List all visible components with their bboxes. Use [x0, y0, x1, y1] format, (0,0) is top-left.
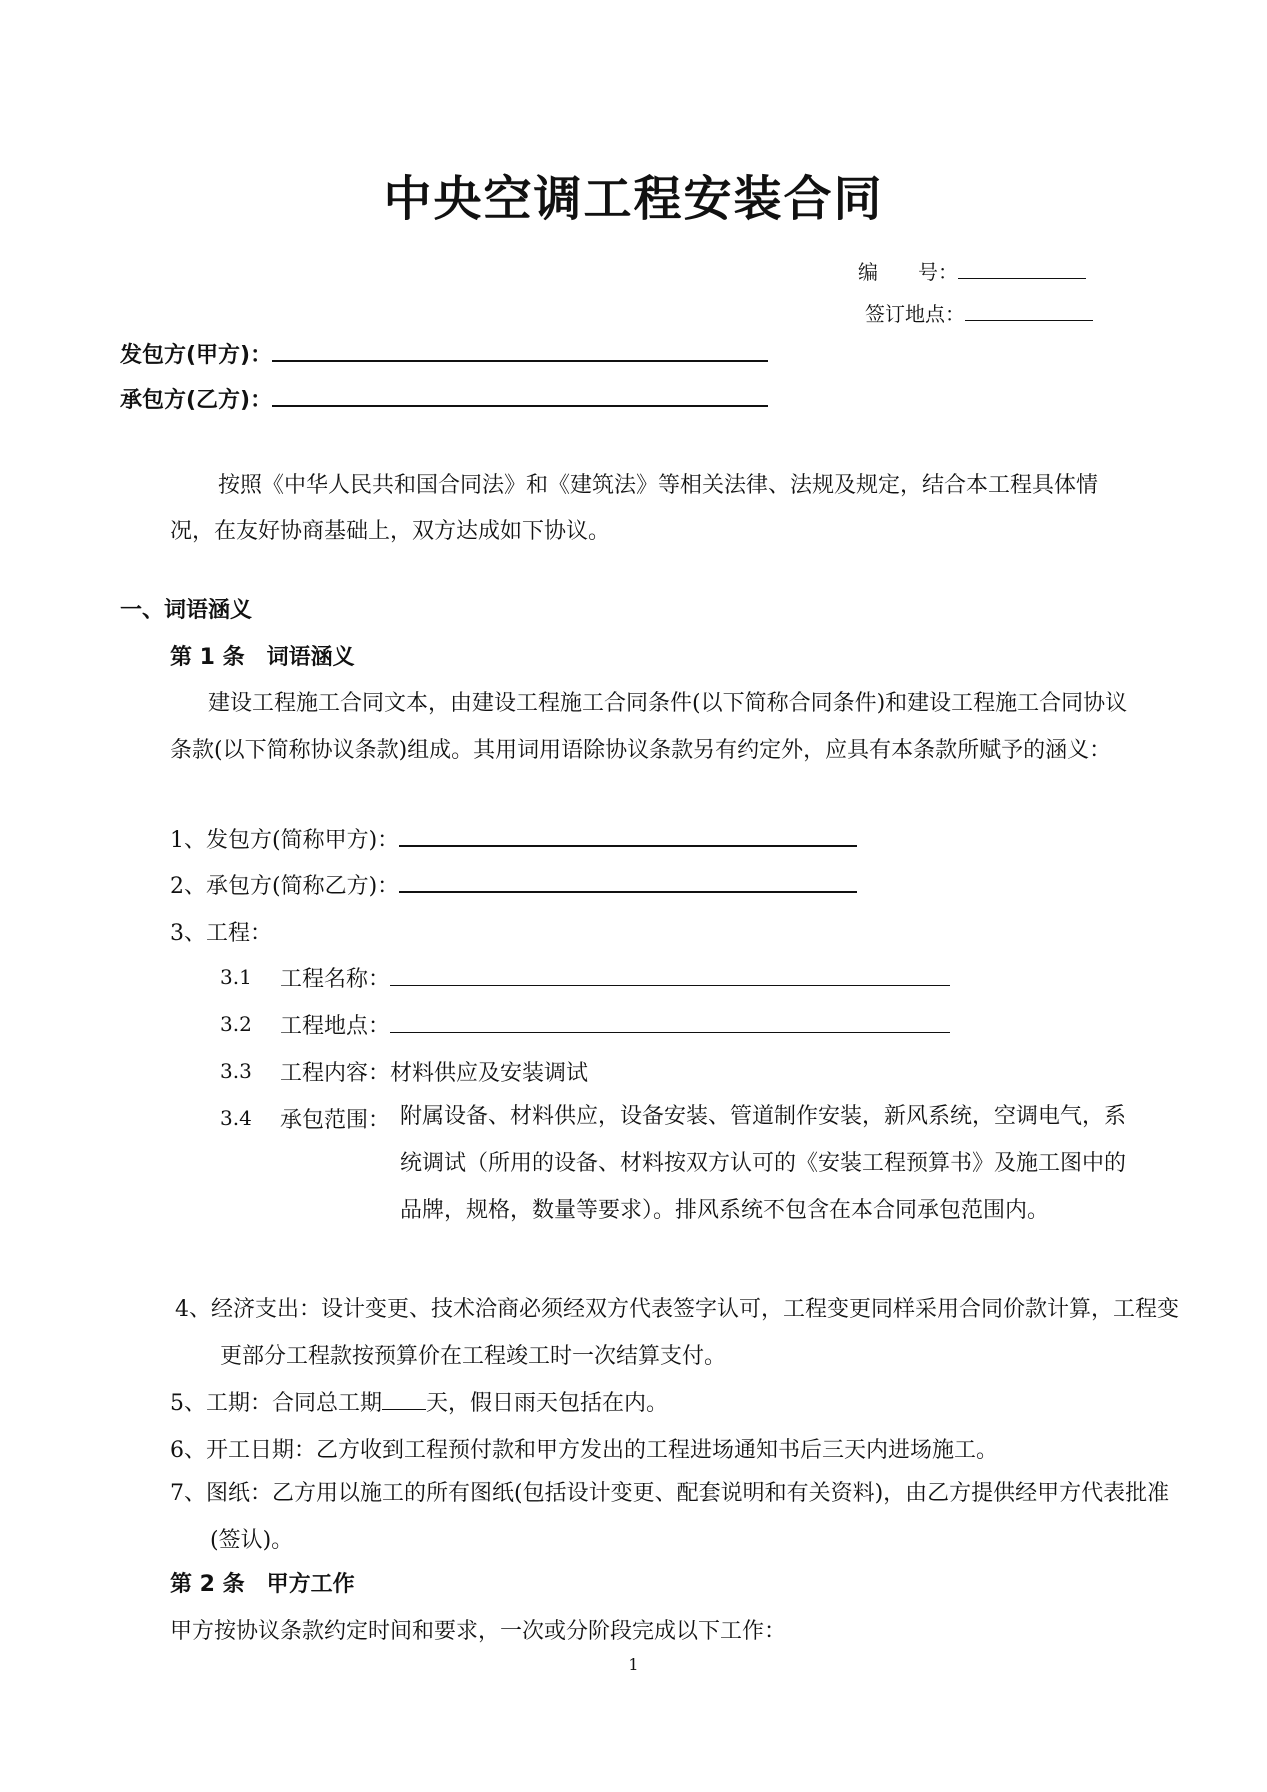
party-b-field	[120, 383, 768, 414]
definition-party-b-blank	[399, 890, 857, 893]
definition-party-a-blank	[399, 844, 857, 847]
contract-scope-label: 承包范围：	[280, 1108, 391, 1133]
project-location-field	[280, 1009, 950, 1040]
contract-number-field	[858, 256, 1086, 285]
article-2-intro: 甲方按协议条款约定时间和要求，一次或分阶段完成以下工作：	[170, 1619, 787, 1644]
definition-project: 3、工程：	[170, 921, 272, 946]
definition-duration	[170, 1386, 668, 1417]
project-name-blank	[390, 984, 950, 986]
definition-drawings: 7、图纸：乙方用以施工的所有图纸(包括设计变更、配套说明和有关资料)，由乙方提供经甲方代表批准(签认)。	[170, 1481, 1170, 1553]
document-title: 中央空调工程安装合同	[383, 171, 884, 227]
contract-number-label: 编 号：	[858, 260, 958, 284]
article-2-heading: 第 2 条 甲方工作	[170, 1572, 355, 1597]
signing-place-blank	[965, 319, 1093, 321]
article-1-heading: 第 1 条 词语涵义	[170, 645, 355, 670]
party-b-blank	[272, 404, 768, 407]
project-name-label: 工程名称：	[280, 967, 391, 992]
duration-text-b: 天，假日雨天包括在内。	[426, 1391, 669, 1416]
contract-scope-text: 附属设备、材料供应，设备安装、管道制作安装，新风系统，空调电气，系统调试（所用的设备、材料按双方认可的《安装工程预算书》及施工图中的品牌，规格，数量等要求）。排风系统不包含在本合同承包范围内。	[400, 1104, 1127, 1223]
section-heading: 一、词语涵义	[120, 598, 253, 623]
party-a-blank	[272, 359, 768, 362]
party-a-field	[120, 338, 768, 369]
project-location-label: 工程地点：	[280, 1014, 391, 1039]
duration-text-a: 5、工期：合同总工期	[170, 1391, 382, 1416]
project-content: 工程内容：材料供应及安装调试	[280, 1061, 589, 1086]
sub-item-3-1-number: 3.1	[220, 965, 252, 989]
signing-place-field	[865, 298, 1093, 327]
signing-place-label: 签订地点：	[865, 302, 965, 326]
definition-expenditure: 4、经济支出：设计变更、技术洽商必须经双方代表签字认可，工程变更同样采用合同价款计算，工程变更部分工程款按预算价在工程竣工时一次结算支付。	[175, 1297, 1180, 1369]
definition-party-b	[170, 869, 857, 900]
contract-number-blank	[958, 277, 1086, 279]
sub-item-3-3-number: 3.3	[220, 1059, 252, 1083]
definition-party-b-label: 2、承包方(简称乙方)：	[170, 874, 400, 899]
project-location-blank	[390, 1031, 950, 1033]
duration-blank	[382, 1408, 426, 1410]
article-1-intro: 建设工程施工合同文本，由建设工程施工合同条件(以下简称合同条件)和建设工程施工合同协议条款(以下简称协议条款)组成。其用词用语除协议条款另有约定外，应具有本条款所赋予的涵义：	[170, 691, 1128, 763]
definition-start-date: 6、开工日期：乙方收到工程预付款和甲方发出的工程进场通知书后三天内进场施工。	[170, 1438, 998, 1463]
definition-party-a-label: 1、发包方(简称甲方)：	[170, 828, 400, 853]
party-a-label: 发包方(甲方)：	[120, 343, 273, 368]
page-number: 1	[628, 1655, 639, 1674]
sub-item-3-2-number: 3.2	[220, 1012, 252, 1036]
party-b-label: 承包方(乙方)：	[120, 388, 273, 413]
preamble-paragraph: 按照《中华人民共和国合同法》和《建筑法》等相关法律、法规及规定，结合本工程具体情况，在友好协商基础上，双方达成如下协议。	[170, 473, 1099, 544]
definition-party-a	[170, 823, 857, 854]
sub-item-3-4-number: 3.4	[220, 1106, 252, 1130]
project-name-field	[280, 962, 950, 993]
